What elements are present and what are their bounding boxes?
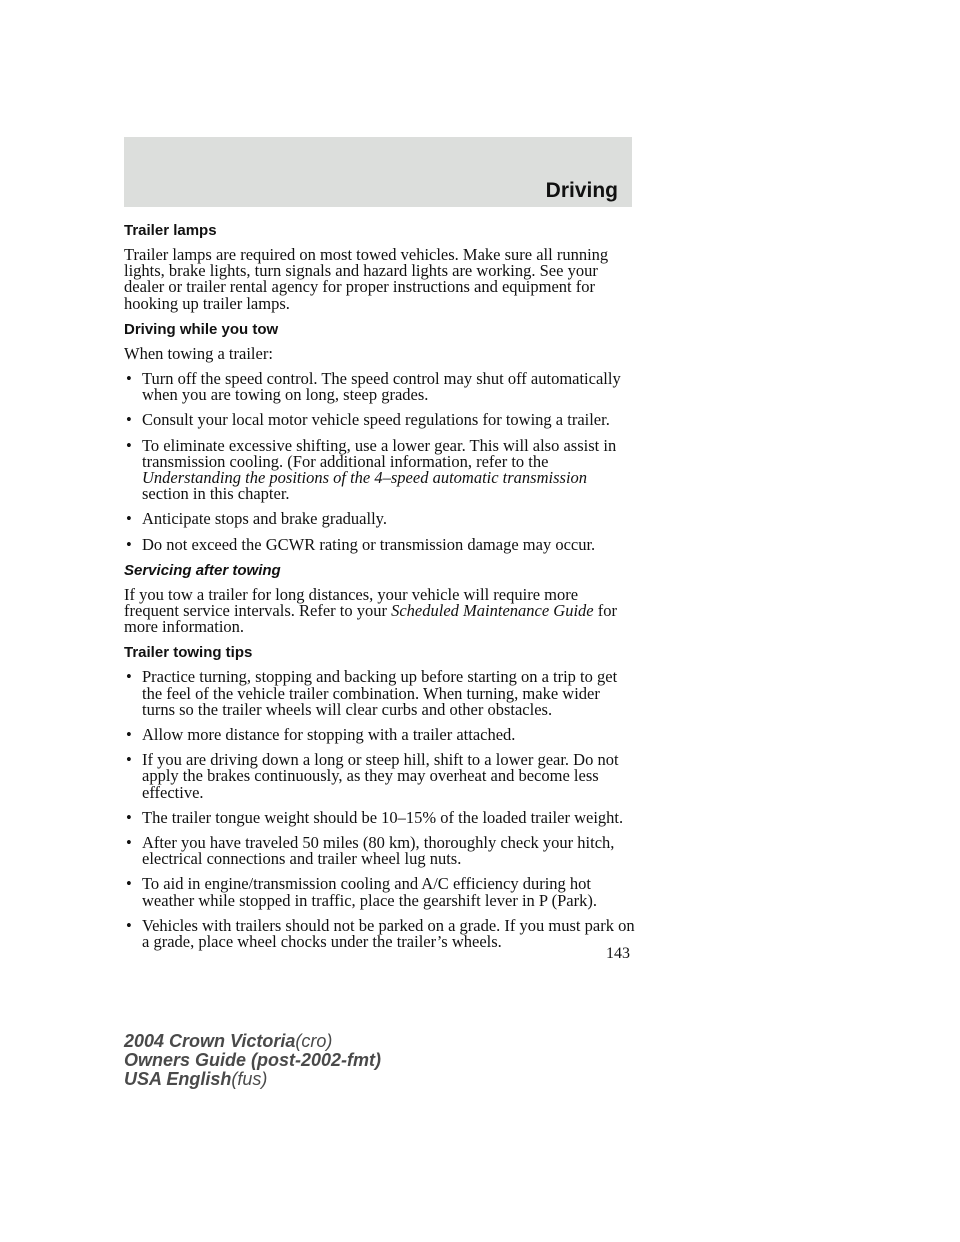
bullet-list-trailer-towing-tips [124,669,636,950]
footer-line-guide: Owners Guide (post-2002-fmt) [124,1050,382,1070]
bullet-glyph: • [126,534,132,554]
list-item [124,752,636,801]
document-footer [124,1032,381,1089]
list-item-text: Vehicles with trailers should not be parked on a grade. If you must park on a grade, place wheel chocks under the trailer’s wheels. [142,915,635,952]
list-item-text: Anticipate stops and brake gradually. [142,509,387,529]
paragraph-text: If you tow a trailer for long distances, your vehicle will require more frequent service intervals. Refer to your [124,584,579,621]
bullet-glyph: • [126,725,132,745]
footer-language-code: (fus) [231,1069,268,1089]
section-title: Driving [545,179,618,202]
list-item-text: Do not exceed the GCWR rating or transmission damage may occur. [142,534,596,554]
section-header-band [124,137,632,207]
list-item [124,412,636,428]
list-item [124,807,636,827]
list-item-text: The trailer tongue weight should be 10–15% of the loaded trailer weight. [142,807,624,827]
page-content [124,222,636,959]
list-item [124,511,636,527]
section-trailer-lamps [124,222,636,312]
bullet-glyph: • [126,750,132,770]
heading-driving-while-you-tow: Driving while you tow [124,320,279,338]
footer-model: 2004 Crown Victoria [124,1031,296,1051]
intro-driving-while-you-tow: When towing a trailer: [124,343,273,363]
section-driving-while-you-tow [124,321,636,553]
bullet-list-driving-while-you-tow [124,371,636,553]
guide-reference: Scheduled Maintenance Guide [391,601,594,621]
paragraph-text-tail: for more information. [124,601,617,637]
section-servicing-after-towing [124,562,636,636]
list-item [124,435,636,504]
list-item-text: Practice turning, stopping and backing up before starting on a trip to get the feel of the vehicle trailer combination. When turning, make wider turns so the trailer wheels will clear curbs and other obstacles. [142,667,618,719]
list-item-text: To aid in engine/transmission cooling and A/C efficiency during hot weather while stopped in traffic, place the gearshift lever in P (Park). [142,874,597,910]
section-trailer-towing-tips [124,644,636,950]
footer-line-language [124,1070,381,1089]
list-item [124,876,636,908]
list-item-text: Turn off the speed control. The speed control may shut off automatically when you are towing on long, steep grades. [142,369,621,405]
heading-trailer-towing-tips: Trailer towing tips [124,644,253,662]
bullet-glyph: • [126,874,132,894]
footer-language: USA English [124,1069,232,1089]
paragraph-servicing-after-towing [124,584,636,637]
list-item-text: To eliminate excessive shifting, use a lower gear. This will also assist in transmission cooling. (For additional information, refer to the [142,435,617,471]
list-item-text-tail: section in this chapter. [142,484,290,504]
list-item [124,534,636,554]
paragraph-trailer-lamps: Trailer lamps are required on most towed vehicles. Make sure all running lights, brake lights, turn signals and hazard lights are working. See your dealer or trailer rental agency for proper instructions and equipment for hooking up trailer lamps. [124,245,609,313]
heading-trailer-lamps: Trailer lamps [124,222,217,239]
bullet-glyph: • [126,833,132,853]
bullet-glyph: • [126,369,132,389]
list-item-text: After you have traveled 50 miles (80 km), thoroughly check your hitch, electrical connections and trailer wheel lug nuts. [142,833,615,869]
bullet-glyph: • [126,667,132,687]
list-item-text: If you are driving down a long or steep hill, shift to a lower gear. Do not apply the brakes continuously, as they may overheat and become less effective. [142,750,619,802]
bullet-glyph: • [126,915,132,935]
page-number: 143 [606,945,630,962]
list-item [124,669,636,718]
list-item [124,727,636,743]
bullet-glyph: • [126,509,132,529]
list-item [124,915,636,952]
bullet-glyph: • [126,410,132,430]
list-item-text: Allow more distance for stopping with a trailer attached. [142,725,516,745]
footer-line-model [124,1032,381,1051]
bullet-glyph: • [126,435,132,455]
footer-model-code: (cro) [295,1031,333,1051]
bullet-glyph: • [126,807,132,827]
list-item [124,371,636,403]
list-item-text: Consult your local motor vehicle speed regulations for towing a trailer. [142,410,610,430]
list-item [124,835,636,867]
heading-servicing-after-towing: Servicing after towing [124,561,281,579]
cross-reference: Understanding the positions of the 4–speed automatic transmission [142,468,588,488]
